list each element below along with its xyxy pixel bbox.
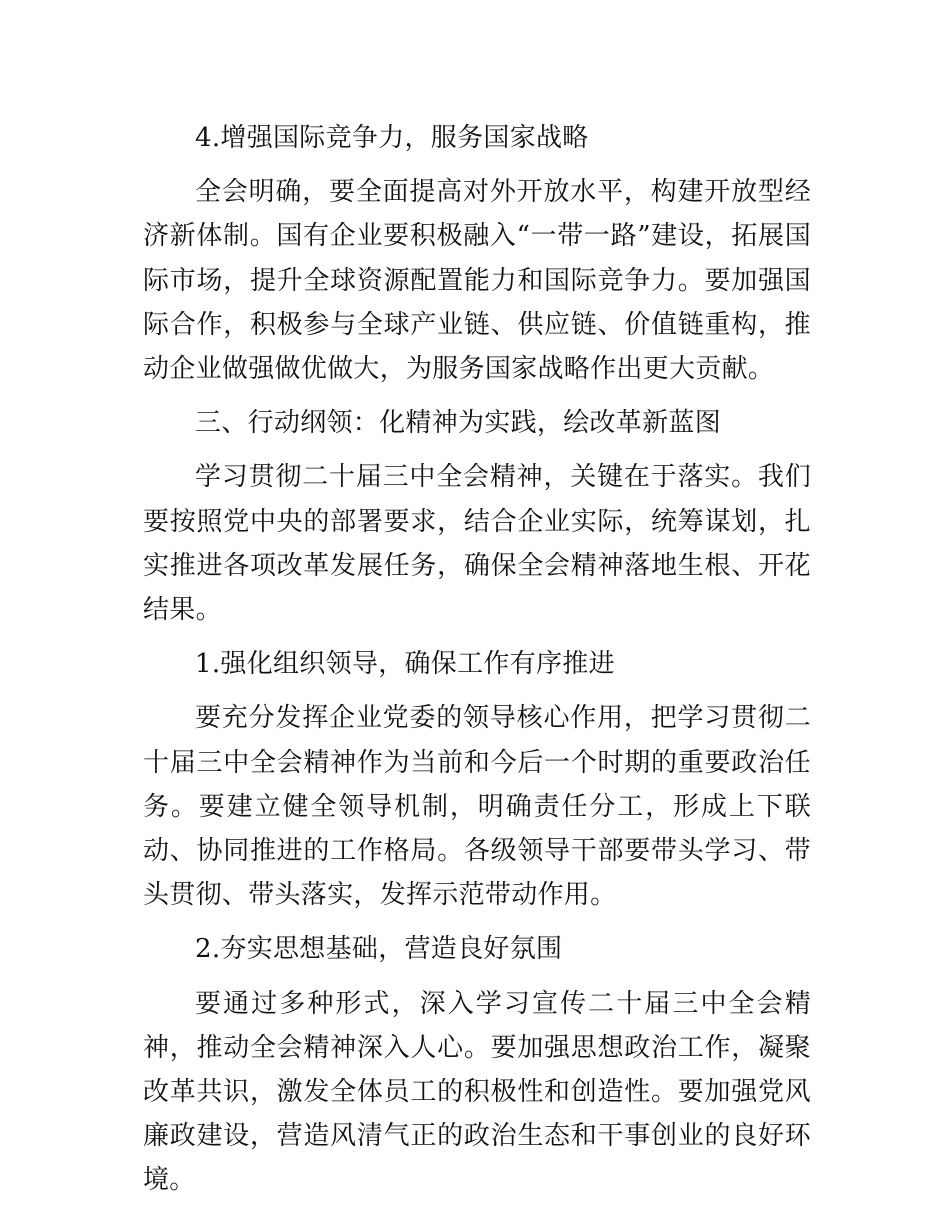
section-heading-ideological-foundation: 2.夯实思想基础，营造良好氛围 bbox=[195, 934, 563, 965]
section-heading-organizational-leadership: 1.强化组织领导，确保工作有序推进 bbox=[195, 649, 615, 680]
paragraph-party-leadership: 要充分发挥企业党委的领导核心作用，把学习贯彻二十届三中全会精神作为当前和今后一个时期的重要政治任务。要建立健全领导机制，明确责任分工，形成上下联动、协同推进的工作格局。各级领导干部要带头学习、带头贯彻、带头落实，发挥示范带动作用。 bbox=[143, 703, 811, 911]
paragraph-opening-up: 全会明确，要全面提高对外开放水平，构建开放型经济新体制。国有企业要积极融入“一带一路”建设，拓展国际市场，提升全球资源配置能力和国际竞争力。要加强国际合作，积极参与全球产业链、供应链、价值链重构，推动企业做强做优做大，为服务国家战略作出更大贡献。 bbox=[143, 177, 811, 385]
section-heading-action-program: 三、行动纲领：化精神为实践，绘改革新蓝图 bbox=[195, 408, 722, 439]
paragraph-publicity-and-atmosphere: 要通过多种形式，深入学习宣传二十届三中全会精神，推动全会精神深入人心。要加强思想政治工作，凝聚改革共识，激发全体员工的积极性和创造性。要加强党风廉政建设，营造风清气正的政治生态和干事创业的良好环境。 bbox=[143, 988, 811, 1196]
document-body bbox=[143, 116, 811, 1213]
paragraph-implementation: 学习贯彻二十届三中全会精神，关键在于落实。我们要按照党中央的部署要求，结合企业实际，统筹谋划，扎实推进各项改革发展任务，确保全会精神落地生根、开花结果。 bbox=[143, 462, 811, 626]
section-heading-international-competitiveness: 4.增强国际竞争力，服务国家战略 bbox=[195, 123, 589, 153]
